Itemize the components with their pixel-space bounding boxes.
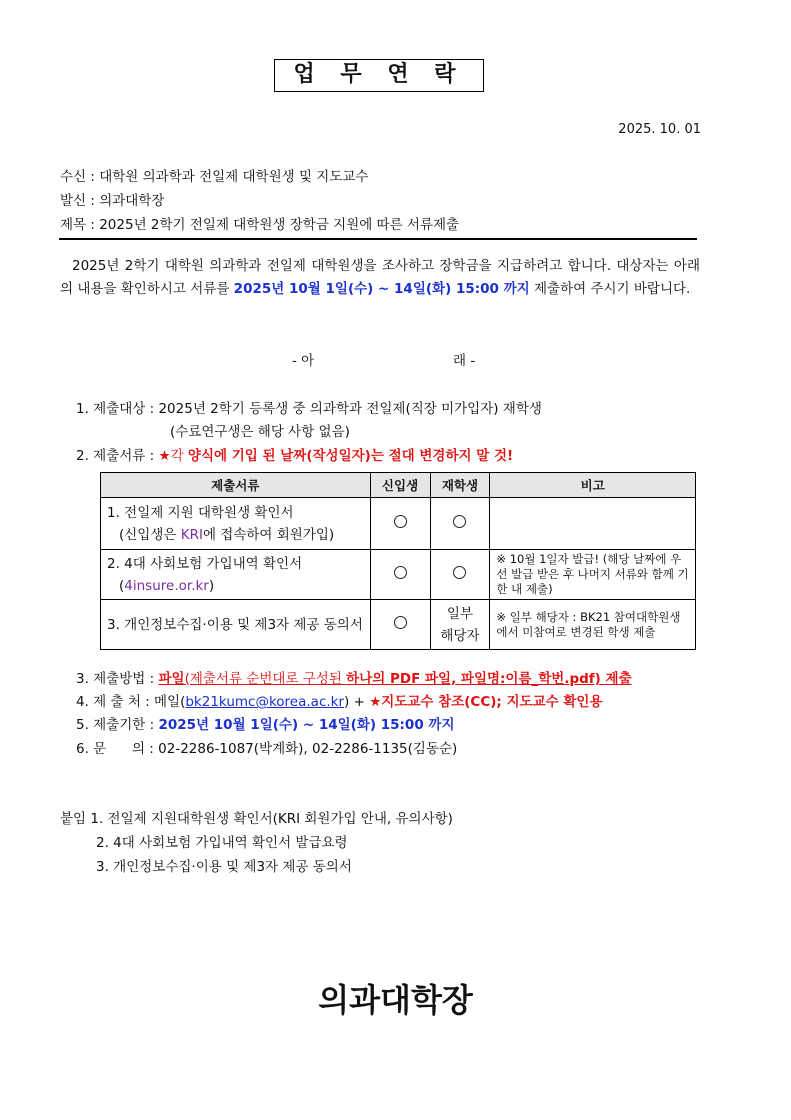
star-icon: ★	[158, 448, 171, 464]
item-6	[76, 737, 457, 757]
item-2	[76, 444, 513, 464]
doc-1-note: (신입생은 KRI에 접속하여 회원가입)	[119, 526, 335, 543]
intro-deadline: 2025년 10월 1일(수) ~ 14일(화) 15:00 까지	[233, 281, 530, 297]
item-1	[76, 397, 542, 417]
header-divider	[59, 238, 697, 240]
below-heading-right: 래 -	[453, 353, 476, 369]
circle-mark	[394, 566, 407, 579]
item-2-warning: 양식에 기입 된 날짜(작성일자)는 절대 변경하지 말 것!	[187, 448, 514, 464]
doc-3-current-student: 일부 해당자	[430, 600, 490, 650]
insure-link[interactable]: 4insure.or.kr	[124, 577, 209, 594]
doc-3-name: 3. 개인정보수집·이용 및 제3자 제공 동의서	[101, 600, 371, 650]
doc-2-name: 2. 4대 사회보험 가입내역 확인서	[107, 555, 303, 572]
item-5-label: 5. 제출기한 :	[76, 717, 159, 733]
recipient-line: 수신 : 대학원 의과학과 전일제 대학원생 및 지도교수	[60, 169, 369, 185]
email-link[interactable]: bk21kumc@korea.ac.kr	[185, 694, 345, 710]
kri-link[interactable]: KRI	[180, 526, 203, 543]
intro-text-2: 제출하여 주시기 바랍니다.	[529, 281, 691, 297]
item-2-mid: 각	[170, 448, 188, 464]
sender-line: 발신 : 의과대학장	[60, 193, 165, 209]
doc-3-remark: ※ 일부 해당자 : BK21 참여대학원생에서 미참여로 변경된 학생 제출	[490, 600, 696, 650]
circle-mark	[394, 616, 407, 629]
item-2-label: 2. 제출서류 :	[76, 448, 159, 464]
col-header-remarks: 비고	[490, 473, 696, 498]
intro-text-1: 2025년 2학기 대학원 의과학과 전일제 대학원생을 조사하고 장학금을 지급하려고 합니다. 대상자는 아래의 내용을 확인하시고 서류를	[60, 258, 700, 297]
item-5-deadline: 2025년 10월 1일(수) ~ 14일(화) 15:00 까지	[158, 717, 455, 733]
doc-2-remark: ※ 10월 1일자 발급! (해당 날짜에 우선 발급 받은 후 나머지 서류와 함께 기한 내 제출)	[490, 550, 696, 600]
signature: 의과대학장	[318, 981, 473, 1019]
document-date: 2025. 10. 01	[618, 122, 701, 137]
circle-mark	[453, 515, 466, 528]
table-row	[101, 600, 696, 650]
doc-1-name: 1. 전일제 지원 대학원생 확인서	[107, 504, 294, 521]
subject-line: 제목 : 2025년 2학기 전일제 대학원생 장학금 지원에 따른 서류제출	[60, 217, 460, 233]
circle-mark	[394, 515, 407, 528]
item-3-pdf: 하나의 PDF 파일, 파일명:이름_학번.pdf) 제출	[346, 671, 632, 687]
table-row	[101, 498, 696, 550]
submission-documents-table	[100, 472, 696, 650]
item-3-label: 3. 제출방법 :	[76, 671, 159, 687]
col-header-new-student: 신입생	[370, 473, 430, 498]
item-1-label: 1. 제출대상 :	[76, 401, 159, 417]
item-4: 4. 제 출 처 : 메일(bk21kumc@korea.ac.kr) + ★지도교수 참조(CC); 지도교수 확인용	[76, 694, 603, 710]
table-header-row	[101, 473, 696, 498]
item-6-contacts: 02-2286-1087(박계화), 02-2286-1135(김동순)	[158, 741, 458, 757]
item-5	[76, 713, 455, 733]
col-header-documents: 제출서류	[101, 473, 371, 498]
attachment-3: 3. 개인정보수집·이용 및 제3자 제공 동의서	[96, 859, 352, 875]
item-1-text: 2025년 2학기 등록생 중 의과학과 전일제(직장 미가입자) 재학생	[158, 401, 542, 417]
document-title: 업 무 연 락	[274, 59, 484, 92]
intro-paragraph	[60, 255, 700, 301]
attachment-1: 붙임 1. 전일제 지원대학원생 확인서(KRI 회원가입 안내, 유의사항)	[60, 811, 453, 827]
doc-2-link-wrap: (4insure.or.kr)	[119, 577, 215, 594]
circle-mark	[453, 566, 466, 579]
table-row	[101, 550, 696, 600]
item-1-note: (수료연구생은 해당 사항 없음)	[170, 424, 350, 440]
below-heading-left: - 아	[292, 353, 315, 369]
attachment-2: 2. 4대 사회보험 가입내역 확인서 발급요령	[96, 835, 348, 851]
item-4-label: 4. 제 출 처 : 메일(	[76, 694, 186, 710]
col-header-current-student: 재학생	[430, 473, 490, 498]
item-3-file: 파일	[158, 671, 185, 687]
item-4-cc-note: ★지도교수 참조(CC); 지도교수 확인용	[369, 694, 603, 710]
item-3-desc: (제출서류 순번대로 구성된	[184, 671, 347, 687]
item-6-label: 6. 문 의 :	[76, 741, 159, 757]
item-3	[76, 667, 632, 687]
